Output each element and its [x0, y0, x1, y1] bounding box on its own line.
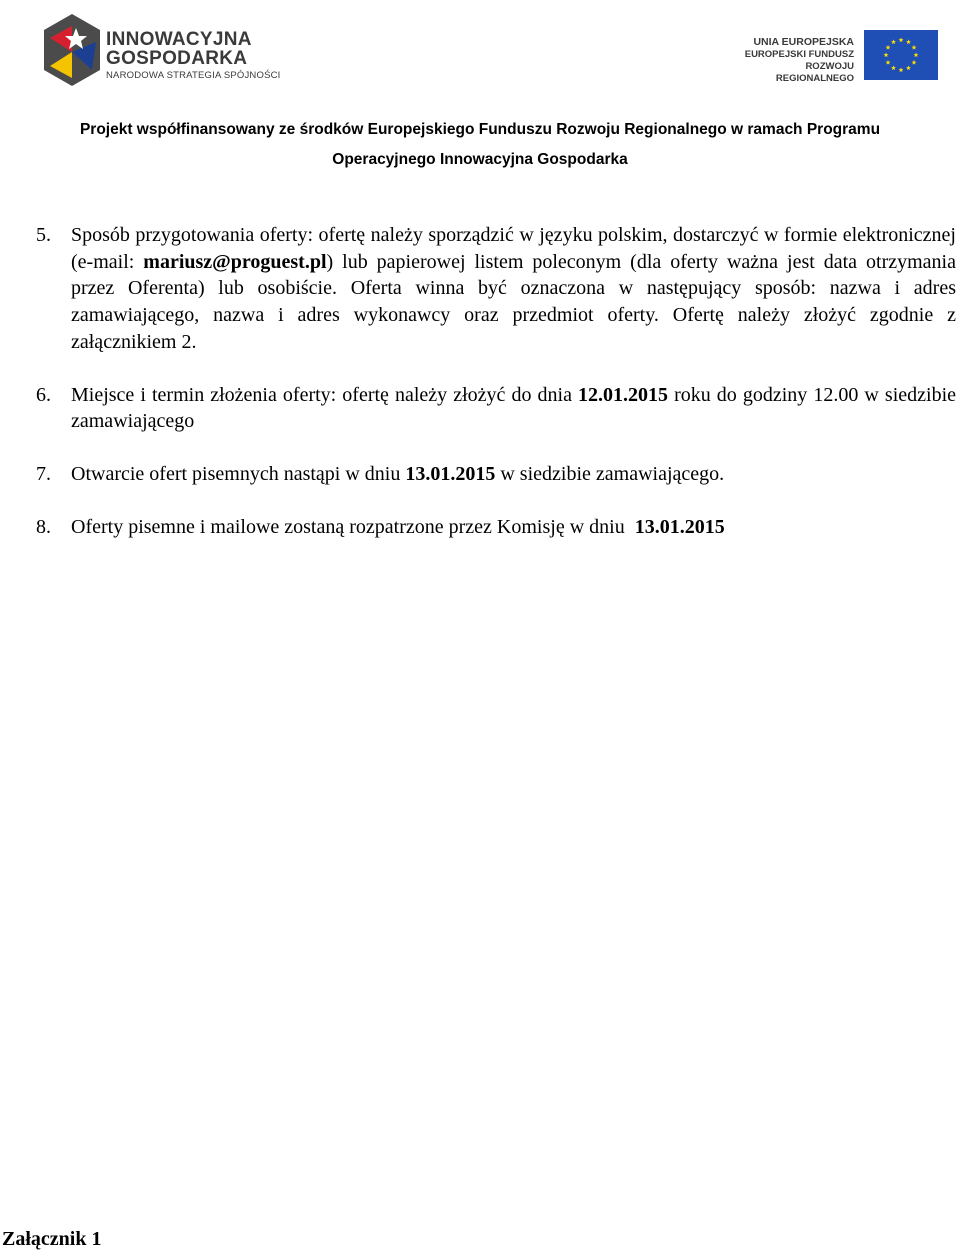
list-item	[36, 461, 956, 488]
logo-text	[106, 30, 281, 83]
list-item	[36, 222, 956, 356]
email-address: mariusz@proguest.pl	[143, 250, 327, 273]
item-text	[71, 382, 956, 435]
innowacyjna-gospodarka-logo	[42, 12, 282, 90]
item-text	[71, 514, 956, 541]
item-text-part: Otwarcie ofert pisemnych nastąpi w dniu	[71, 462, 406, 485]
eu-line-3: ROZWOJU REGIONALNEGO	[775, 61, 854, 84]
logo-line-2: GOSPODARKA	[106, 48, 248, 69]
attachment-label: Załącznik 1	[2, 1228, 102, 1250]
item-text-part: Sposób przygotowania oferty: ofertę należy sporządzić w języku polskim, dostarczyć w formie elektronicznej (e-mail:	[71, 224, 956, 273]
item-text	[71, 222, 956, 356]
item-text-part: Oferty pisemne i mailowe zostaną rozpatrzone przez Komisję w dniu	[71, 515, 635, 538]
opening-date: 13.01.2015	[405, 462, 496, 485]
item-number: 6.	[36, 383, 51, 406]
eu-line-2: EUROPEJSKI FUNDUSZ	[744, 49, 854, 60]
item-text	[71, 461, 956, 488]
offer-instructions-list	[36, 222, 956, 566]
item-text-part: roku do godziny 12.00 w siedzibie zamawiającego	[71, 383, 956, 433]
list-item	[36, 382, 956, 435]
project-header-line-1: Projekt współfinansowany ze środków Europejskiego Funduszu Rozwoju Regionalnego w ramach Programu	[79, 121, 881, 138]
item-number: 7.	[36, 462, 51, 485]
deadline-date: 12.01.2015	[578, 383, 669, 406]
list-item	[36, 514, 956, 541]
eu-line-1: UNIA EUROPEJSKA	[753, 36, 854, 48]
logo-line-3: NARODOWA STRATEGIA SPÓJNOŚCI	[106, 70, 281, 81]
eu-logo	[728, 30, 938, 86]
review-date: 13.01.2015	[634, 515, 725, 538]
innowacyjna-gospodarka-emblem	[42, 12, 102, 88]
eu-logo-text	[728, 36, 854, 85]
logo-line-1: INNOWACYJNA	[106, 29, 252, 50]
project-header-line-2: Operacyjnego Innowacyjna Gospodarka	[332, 151, 628, 168]
item-number: 5.	[36, 224, 51, 246]
item-text-part: ) lub papierowej listem poleconym (dla oferty ważna jest data otrzymania przez Oferenta) lub osobiście. Oferta winna być oznaczona w następujący sposób: nazwa i adres zamawiającego, nazwa i adres wykonawcy oraz przedmiot oferty. Ofertę należy złożyć zgodnie z załącznikiem 2.	[71, 250, 956, 353]
item-text-part: w siedzibie zamawiającego.	[495, 462, 725, 485]
item-number: 8.	[36, 515, 51, 538]
eu-flag-icon	[864, 30, 938, 80]
item-text-part: Miejsce i termin złożenia oferty: ofertę należy złożyć do dnia	[71, 383, 579, 406]
